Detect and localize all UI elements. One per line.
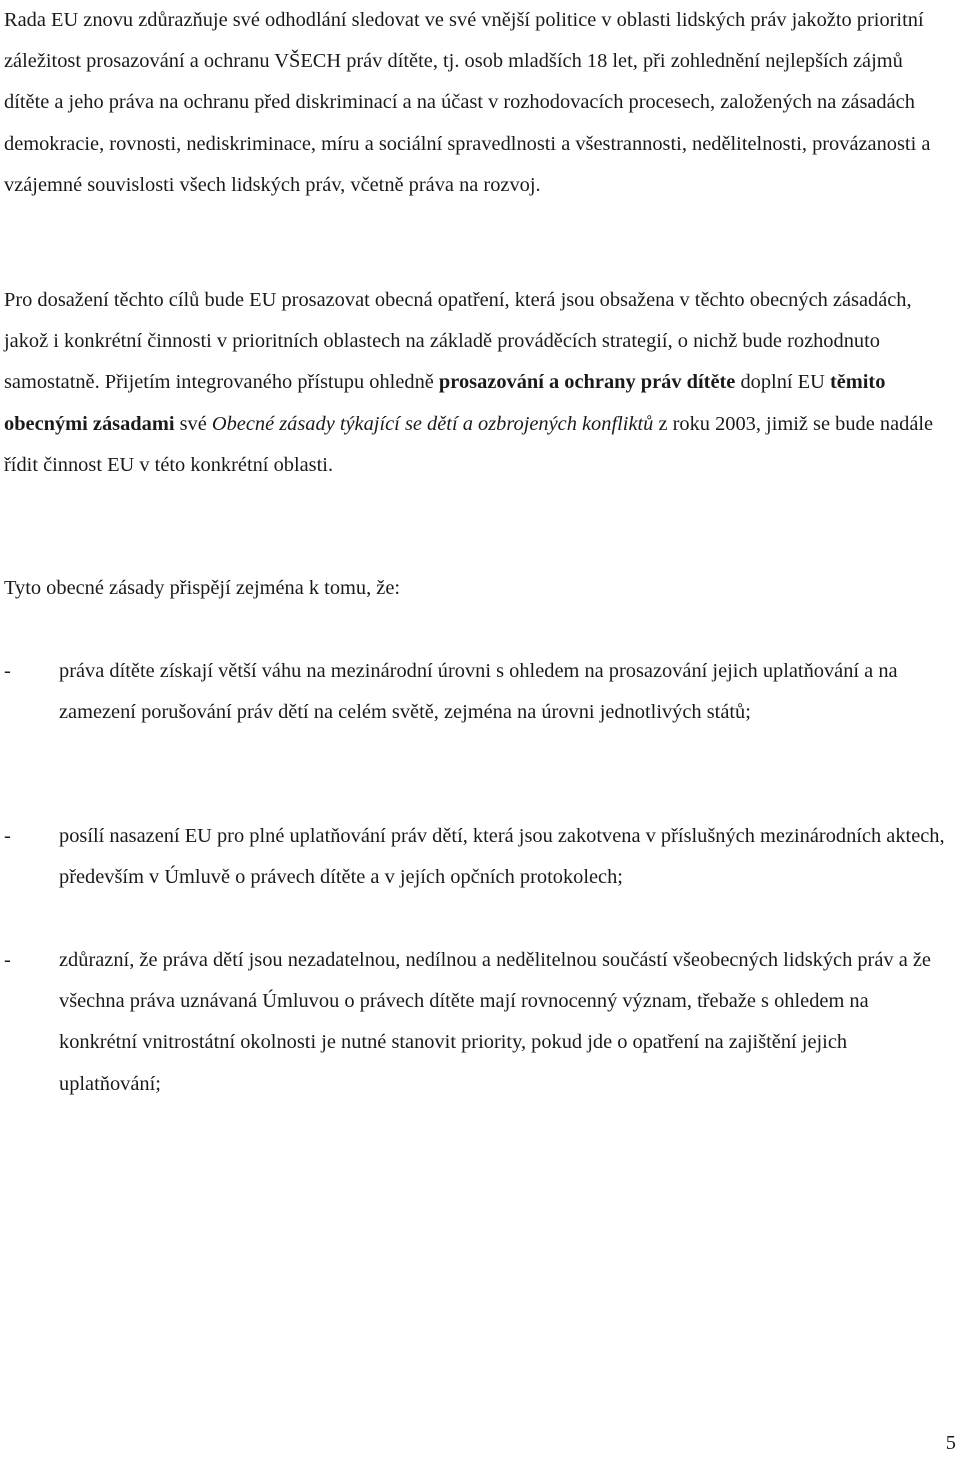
italic-guidelines-title: Obecné zásady týkající se dětí a ozbrojených konfliktů bbox=[211, 412, 654, 435]
paragraph-2-part-1: Pro dosažení těchto cílů bude EU prosazovat obecná opatření, která jsou obsažena v těchto obecných zásadách, jakož i konkrétní činnosti v prioritních oblastech na základě prováděcích strategií, o nichž bude rozhodnuto samostatně. Přijetím integrovaného přístupu ohledně bbox=[4, 289, 912, 394]
list-dash: - bbox=[4, 949, 11, 971]
list-item-text: zdůrazní, že práva dětí jsou nezadatelnou, nedílnou a nedělitelnou součástí všeobecných lidských práv a že všechna práva uznávaná Úmluvou o právech dítěte mají rovnocenný význam, třebaže s ohledem na konkrétní vnitrostátní okolnosti je nutné stanovit priority, pokud jde o opatření na zajištění jejich uplatňování; bbox=[59, 949, 931, 1095]
bold-phrase-promotion-protection: prosazování a ochrany práv dítěte bbox=[438, 371, 736, 394]
paragraph-general-measures bbox=[4, 280, 940, 486]
paragraph-rights-of-child bbox=[4, 0, 940, 206]
paragraph-2-part-4: z roku 2003, jimiž se bude nadále řídit činnost EU v této konkrétní oblasti. bbox=[4, 412, 934, 476]
list-item-text: posílí nasazení EU pro plné uplatňování práv dětí, která jsou zakotvena v příslušných mezinárodních aktech, především v Úmluvě o právech dítěte a v jejích opčních protokolech; bbox=[59, 825, 945, 889]
paragraph-list-intro bbox=[4, 568, 940, 609]
page-number: 5 bbox=[945, 1432, 956, 1454]
paragraph-2-part-2: doplní EU bbox=[735, 371, 830, 394]
list-item-text: práva dítěte získají větší váhu na mezinárodní úrovni s ohledem na prosazování jejich uplatňování a na zamezení porušování práv dětí na celém světě, zejména na úrovni jednotlivých států; bbox=[59, 660, 898, 724]
bold-phrase-guidelines: těmito obecnými zásadami bbox=[4, 371, 886, 435]
paragraph-2-part-3: své bbox=[174, 412, 212, 435]
paragraph-3-text: Tyto obecné zásady přispějí zejména k tomu, že: bbox=[4, 577, 401, 599]
list-dash: - bbox=[4, 825, 11, 847]
paragraph-1-text: Rada EU znovu zdůrazňuje své odhodlání sledovat ve své vnější politice v oblasti lidských práv jakožto prioritní záležitost prosazování a ochranu VŠECH práv dítěte, tj. osob mladších 18 let, při zohlednění nejlepších zájmů dítěte a jeho práva na ochranu před diskriminací a na účast v rozhodovacích procesech, založených na zásadách demokracie, rovnosti, nediskriminace, míru a sociální spravedlnosti a všestrannosti, nedělitelnosti, provázanosti a vzájemné souvislosti všech lidských práv, včetně práva na rozvoj. bbox=[4, 9, 931, 196]
list-dash: - bbox=[4, 660, 11, 682]
